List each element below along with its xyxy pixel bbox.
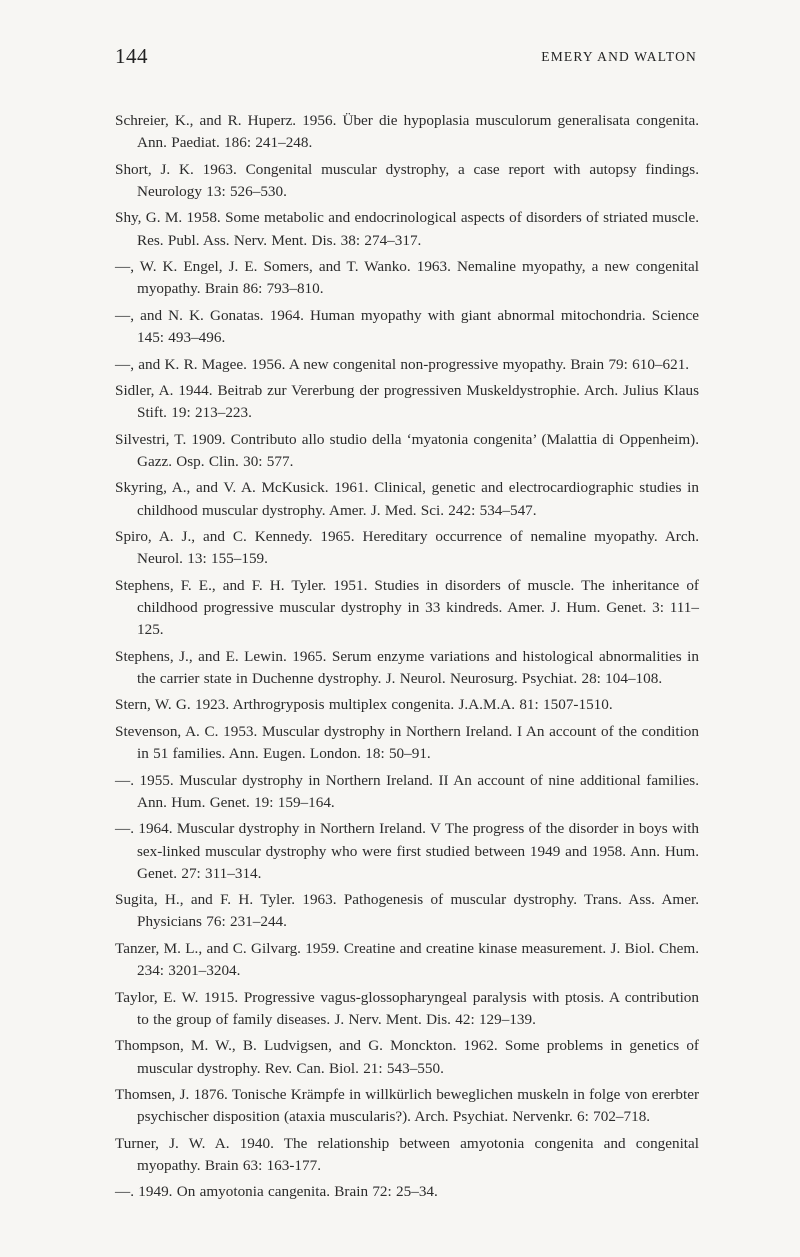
reference-entry: —, W. K. Engel, J. E. Somers, and T. Wanko. 1963. Nemaline myopathy, a new congenital myopathy. Brain 86: 793–810. xyxy=(115,258,699,298)
reference-entry: Stern, W. G. 1923. Arthrogryposis multiplex congenita. J.A.M.A. 81: 1507-1510. xyxy=(115,696,613,714)
reference-entry: Spiro, A. J., and C. Kennedy. 1965. Hereditary occurrence of nemaline myopathy. Arch. Neurol. 13: 155–159. xyxy=(115,528,699,568)
page-header xyxy=(115,44,697,84)
reference-entry: Schreier, K., and R. Huperz. 1956. Über die hypoplasia musculorum generalisata congenita. Ann. Paediat. 186: 241–248. xyxy=(115,112,699,152)
reference-entry: Skyring, A., and V. A. McKusick. 1961. Clinical, genetic and electrocardiographic studies in childhood muscular dystrophy. Amer. J. Med. Sci. 242: 534–547. xyxy=(115,479,699,519)
reference-entry: Taylor, E. W. 1915. Progressive vagus-glossopharyngeal paralysis with ptosis. A contribution to the group of family diseases. J. Nerv. Ment. Dis. 42: 129–139. xyxy=(115,988,699,1028)
reference-entry: Turner, J. W. A. 1940. The relationship between amyotonia congenita and congenital myopathy. Brain 63: 163-177. xyxy=(115,1134,699,1174)
reference-list xyxy=(115,110,699,1208)
reference-entry: Thomsen, J. 1876. Tonische Krämpfe in willkürlich beweglichen muskeln in folge von ererbter psychischer disposition (ataxia muscularis?). Arch. Psychiat. Nervenkr. 6: 702–718. xyxy=(115,1086,699,1126)
reference-entry: —, and N. K. Gonatas. 1964. Human myopathy with giant abnormal mitochondria. Science 145: 493–496. xyxy=(115,306,699,347)
reference-entry: Silvestri, T. 1909. Contributo allo studio della ‘myatonia congenita’ (Malattia di Oppenheim). Gazz. Osp. Clin. 30: 577. xyxy=(115,430,699,470)
page-number: 144 xyxy=(115,44,148,68)
reference-entry: Thompson, M. W., B. Ludvigsen, and G. Monckton. 1962. Some problems in genetics of muscular dystrophy. Rev. Can. Biol. 21: 543–550. xyxy=(115,1037,699,1077)
reference-entry: Sugita, H., and F. H. Tyler. 1963. Pathogenesis of muscular dystrophy. Trans. Ass. Amer. Physicians 76: 231–244. xyxy=(115,891,699,931)
running-head: EMERY AND WALTON xyxy=(541,49,697,64)
reference-entry: —. 1964. Muscular dystrophy in Northern Ireland. V The progress of the disorder in boys with sex-linked muscular dystrophy who were first studied between 1949 and 1958. Ann. Hum. Genet. 27: 311–314. xyxy=(115,820,699,882)
reference-entry: Tanzer, M. L., and C. Gilvarg. 1959. Creatine and creatine kinase measurement. J. Biol. Chem. 234: 3201–3204. xyxy=(115,939,699,980)
reference-entry: Stephens, J., and E. Lewin. 1965. Serum enzyme variations and histological abnormalities in the carrier state in Duchenne dystrophy. J. Neurol. Neurosurg. Psychiat. 28: 104–108. xyxy=(115,647,699,687)
reference-entry: Stephens, F. E., and F. H. Tyler. 1951. Studies in disorders of muscle. The inheritance of childhood progressive muscular dystrophy in 33 kindreds. Amer. J. Hum. Genet. 3: 111–125. xyxy=(115,576,699,639)
reference-entry: Stevenson, A. C. 1953. Muscular dystrophy in Northern Ireland. I An account of the condition in 51 families. Ann. Eugen. London. 18: 50–91. xyxy=(115,722,699,763)
reference-entry: —, and K. R. Magee. 1956. A new congenital non-progressive myopathy. Brain 79: 610–621. xyxy=(115,355,690,373)
reference-entry: Sidler, A. 1944. Beitrab zur Vererbung der progressiven Muskeldystrophie. Arch. Julius Klaus Stift. 19: 213–223. xyxy=(115,382,699,422)
reference-entry: Shy, G. M. 1958. Some metabolic and endocrinological aspects of disorders of striated muscle. Res. Publ. Ass. Nerv. Ment. Dis. 38: 274–317. xyxy=(115,209,699,249)
reference-entry: Short, J. K. 1963. Congenital muscular dystrophy, a case report with autopsy findings. Neurology 13: 526–530. xyxy=(115,160,699,200)
reference-entry: —. 1955. Muscular dystrophy in Northern Ireland. II An account of nine additional families. Ann. Hum. Genet. 19: 159–164. xyxy=(115,771,699,811)
reference-entry: —. 1949. On amyotonia cangenita. Brain 72: 25–34. xyxy=(115,1183,438,1201)
